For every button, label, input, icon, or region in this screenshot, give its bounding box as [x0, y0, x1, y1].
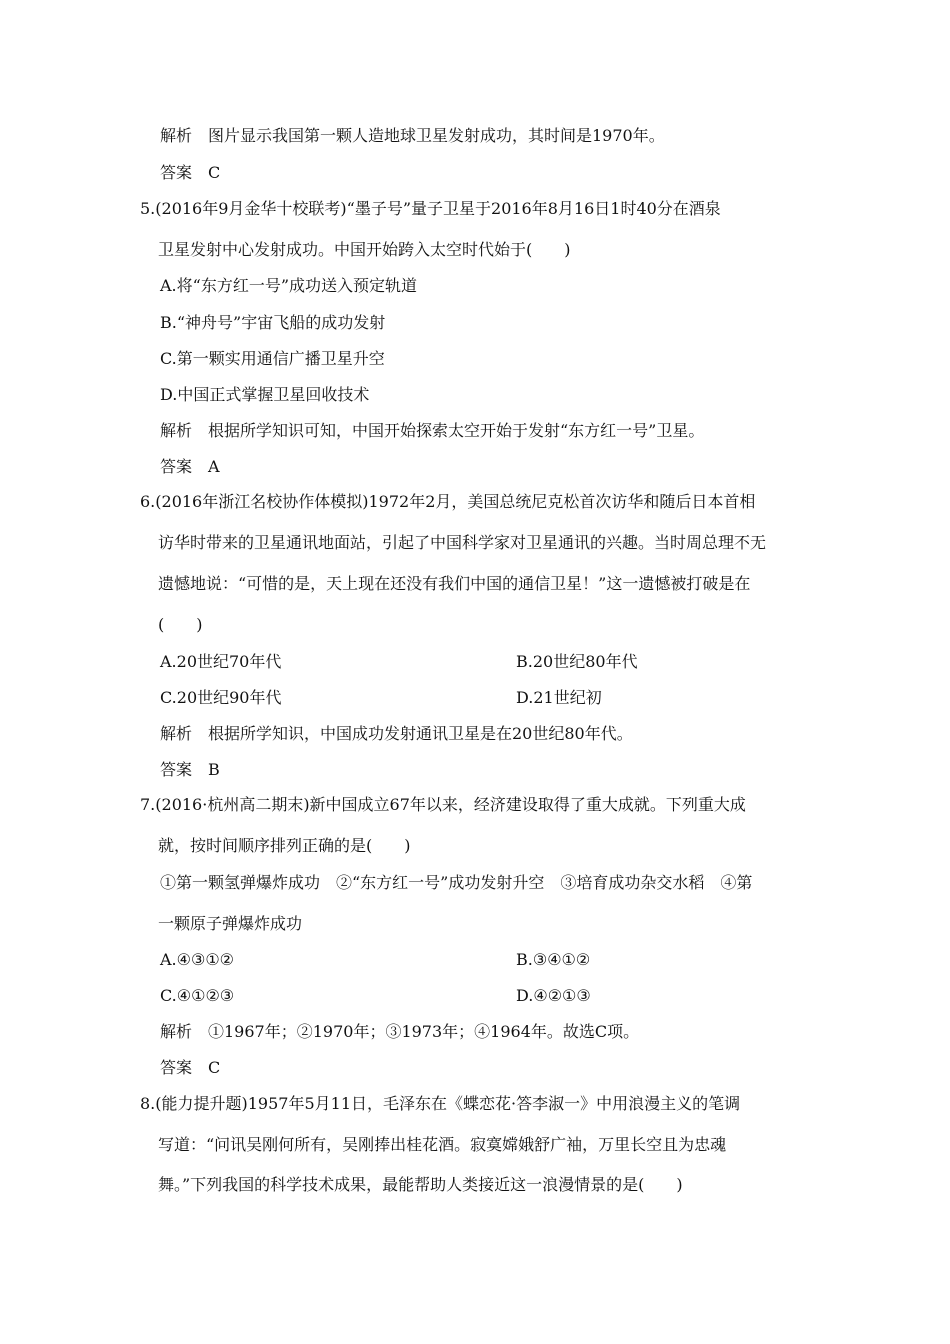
q6-option-a: A.20世纪70年代: [160, 652, 282, 671]
q7-analysis: 解析 ①1967年；②1970年；③1973年；④1964年。故选C项。: [160, 1022, 640, 1041]
q7-stem-line2: 就，按时间顺序排列正确的是( ): [158, 836, 411, 855]
q6-stem-line1: 6.(2016年浙江名校协作体模拟)1972年2月，美国总统尼克松首次访华和随后日本首相: [140, 492, 756, 511]
q5-option-d: D.中国正式掌握卫星回收技术: [160, 385, 370, 404]
q5-option-c: C.第一颗实用通信广播卫星升空: [160, 349, 385, 368]
q7-option-a: A.④③①②: [160, 950, 235, 969]
q8-stem-line2: 写道：“问讯吴刚何所有，吴刚捧出桂花酒。寂寞嫦娥舒广袖，万里长空且为忠魂: [158, 1135, 727, 1154]
q6-option-d: D.21世纪初: [516, 688, 602, 707]
q6-option-c: C.20世纪90年代: [160, 688, 282, 707]
q7-option-c: C.④①②③: [160, 986, 235, 1005]
q7-items-line2: 一颗原子弹爆炸成功: [158, 914, 303, 933]
q7-items-line1: ①第一颗氢弹爆炸成功 ②“东方红一号”成功发射升空 ③培育成功杂交水稻 ④第: [160, 873, 753, 892]
q8-stem-line3: 舞。”下列我国的科学技术成果，最能帮助人类接近这一浪漫情景的是( ): [158, 1175, 683, 1194]
q6-stem-line4: ( ): [158, 615, 203, 634]
q5-analysis: 解析 根据所学知识可知，中国开始探索太空开始于发射“东方红一号”卫星。: [160, 421, 705, 440]
q8-stem-line1: 8.(能力提升题)1957年5月11日，毛泽东在《蝶恋花·答李淑一》中用浪漫主义的笔调: [140, 1094, 741, 1113]
q6-answer: 答案 B: [160, 760, 220, 779]
q7-option-d: D.④②①③: [516, 986, 591, 1005]
q5-option-a: A.将“东方红一号”成功送入预定轨道: [160, 276, 418, 295]
q6-stem-line2: 访华时带来的卫星通讯地面站，引起了中国科学家对卫星通讯的兴趣。当时周总理不无: [158, 533, 767, 552]
q7-stem-line1: 7.(2016·杭州高二期末)新中国成立67年以来，经济建设取得了重大成就。下列重大成: [140, 795, 746, 814]
q7-option-b: B.③④①②: [516, 950, 591, 969]
q6-analysis: 解析 根据所学知识，中国成功发射通讯卫星是在20世纪80年代。: [160, 724, 633, 743]
q4-analysis: 解析 图片显示我国第一颗人造地球卫星发射成功，其时间是1970年。: [160, 126, 665, 145]
q4-answer: 答案 C: [160, 163, 221, 182]
q5-stem-line1: 5.(2016年9月金华十校联考)“墨子号”量子卫星于2016年8月16日1时40分在酒泉: [140, 199, 721, 218]
q5-stem-line2: 卫星发射中心发射成功。中国开始跨入太空时代始于( ): [158, 240, 571, 259]
q5-answer: 答案 A: [160, 457, 220, 476]
q7-answer: 答案 C: [160, 1058, 221, 1077]
q5-option-b: B.“神舟号”宇宙飞船的成功发射: [160, 313, 386, 332]
q6-option-b: B.20世纪80年代: [516, 652, 638, 671]
q6-stem-line3: 遗憾地说：“可惜的是，天上现在还没有我们中国的通信卫星！”这一遗憾被打破是在: [158, 574, 751, 593]
